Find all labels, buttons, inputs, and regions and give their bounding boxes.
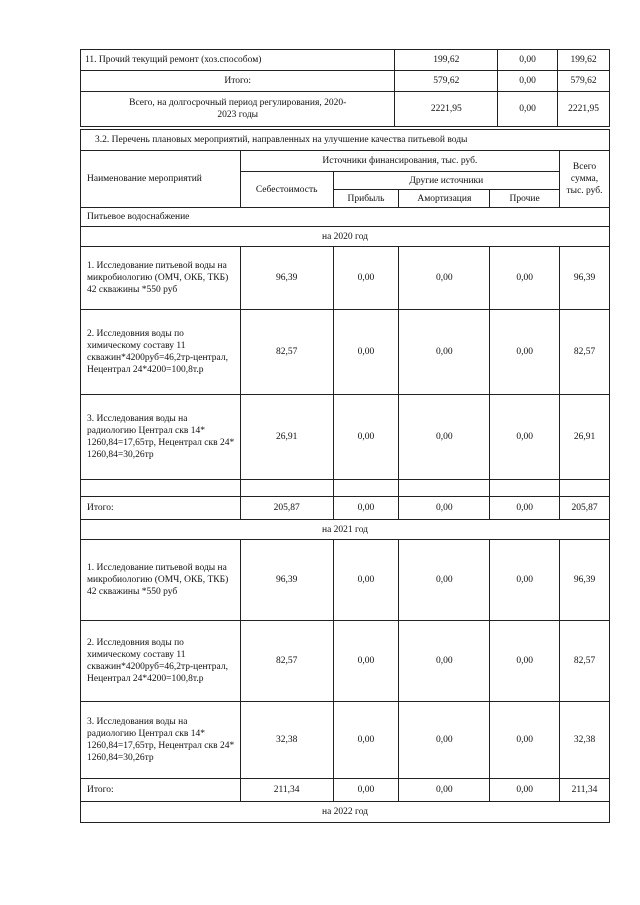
total-cell: 205,87 bbox=[560, 497, 610, 520]
table-row bbox=[81, 540, 610, 621]
amortization-cell: 0,00 bbox=[399, 702, 490, 779]
amortization-cell: 0,00 bbox=[399, 247, 490, 310]
section-title: Питьевое водоснабжение bbox=[81, 208, 610, 227]
other-cell: 0,00 bbox=[490, 497, 560, 520]
cost-cell: 205,87 bbox=[240, 497, 333, 520]
table-row bbox=[81, 621, 610, 702]
total-label: Итого: bbox=[81, 497, 241, 520]
year-row bbox=[81, 802, 610, 823]
header-amortization: Амортизация bbox=[399, 190, 490, 208]
table-row bbox=[81, 702, 610, 779]
total-cell: 82,57 bbox=[560, 621, 610, 702]
other-cell: 0,00 bbox=[490, 779, 560, 802]
total-cell: 26,91 bbox=[560, 395, 610, 480]
total-cell: 32,38 bbox=[560, 702, 610, 779]
measure-name: 2. Исследовния воды по химическому составу 11 скважин*4200руб=46,2тр-централ, Нецентрал 24*4200=100,8т.р bbox=[81, 621, 241, 702]
profit-cell: 0,00 bbox=[333, 540, 399, 621]
header-other-sources: Другие источники bbox=[333, 172, 559, 190]
blank-cell bbox=[399, 480, 490, 497]
measure-name: 1. Исследование питьевой воды на микробиологию (ОМЧ, ОКБ, ТКБ) 42 скважины *550 руб bbox=[81, 247, 241, 310]
cost-cell: 211,34 bbox=[240, 779, 333, 802]
cost-cell: 96,39 bbox=[240, 540, 333, 621]
other-cell: 0,00 bbox=[490, 247, 560, 310]
total-label: Итого: bbox=[81, 779, 241, 802]
total-cell: 96,39 bbox=[560, 247, 610, 310]
total-cell: 2221,95 bbox=[558, 92, 610, 127]
table-row bbox=[81, 395, 610, 480]
other-cell: 0,00 bbox=[498, 71, 558, 92]
row-label: Всего, на долгосрочный период регулирования, 2020-2023 годы bbox=[81, 92, 395, 127]
header-profit: Прибыль bbox=[333, 190, 399, 208]
cost-cell: 26,91 bbox=[240, 395, 333, 480]
total-cell: 82,57 bbox=[560, 310, 610, 395]
amortization-cell: 0,00 bbox=[399, 497, 490, 520]
table-row bbox=[81, 71, 610, 92]
row-label: 11. Прочий текущий ремонт (хоз.способом) bbox=[81, 50, 395, 71]
total-row bbox=[81, 779, 610, 802]
table-caption: 3.2. Перечень плановых мероприятий, направленных на улучшение качества питьевой воды bbox=[81, 130, 610, 151]
year-row bbox=[81, 520, 610, 540]
amortization-cell: 0,00 bbox=[399, 310, 490, 395]
total-cell: 211,34 bbox=[560, 779, 610, 802]
blank-row bbox=[81, 480, 610, 497]
other-cell: 0,00 bbox=[490, 395, 560, 480]
header-sources: Источники финансирования, тыс. руб. bbox=[240, 151, 559, 172]
header-other: Прочие bbox=[490, 190, 560, 208]
other-cell: 0,00 bbox=[498, 92, 558, 127]
other-cell: 0,00 bbox=[498, 50, 558, 71]
cost-cell: 32,38 bbox=[240, 702, 333, 779]
measure-name: 1. Исследование питьевой воды на микробиологию (ОМЧ, ОКБ, ТКБ) 42 скважины *550 руб bbox=[81, 540, 241, 621]
table-row bbox=[81, 247, 610, 310]
table-row bbox=[81, 130, 610, 151]
measure-name: 3. Исследования воды на радиологию Централ скв 14* 1260,84=17,65тр, Нецентрал скв 24* 1260,84=30,26тр bbox=[81, 702, 241, 779]
profit-cell: 0,00 bbox=[333, 395, 399, 480]
total-row bbox=[81, 497, 610, 520]
total-cell: 96,39 bbox=[560, 540, 610, 621]
measure-name: 2. Исследовния воды по химическому составу 11 скважин*4200руб=46,2тр-централ, Нецентрал 24*4200=100,8т.р bbox=[81, 310, 241, 395]
summary-table bbox=[80, 49, 610, 127]
cost-cell: 579,62 bbox=[395, 71, 498, 92]
section-row bbox=[81, 208, 610, 227]
profit-cell: 0,00 bbox=[333, 497, 399, 520]
amortization-cell: 0,00 bbox=[399, 395, 490, 480]
year-title: на 2022 год bbox=[81, 802, 610, 823]
cost-cell: 82,57 bbox=[240, 310, 333, 395]
table-row bbox=[81, 310, 610, 395]
table-row bbox=[81, 50, 610, 71]
other-cell: 0,00 bbox=[490, 621, 560, 702]
cost-cell: 96,39 bbox=[240, 247, 333, 310]
total-cell: 579,62 bbox=[558, 71, 610, 92]
blank-cell bbox=[333, 480, 399, 497]
other-cell: 0,00 bbox=[490, 310, 560, 395]
profit-cell: 0,00 bbox=[333, 310, 399, 395]
measure-name: 3. Исследования воды на радиологию Централ скв 14* 1260,84=17,65тр, Нецентрал скв 24* 1260,84=30,26тр bbox=[81, 395, 241, 480]
header-row bbox=[81, 151, 610, 172]
header-cost: Себестоимость bbox=[240, 172, 333, 208]
other-cell: 0,00 bbox=[490, 702, 560, 779]
profit-cell: 0,00 bbox=[333, 621, 399, 702]
header-name: Наименование мероприятий bbox=[81, 151, 241, 208]
measures-table bbox=[80, 129, 610, 823]
cost-cell: 2221,95 bbox=[395, 92, 498, 127]
profit-cell: 0,00 bbox=[333, 779, 399, 802]
row-label: Итого: bbox=[81, 71, 395, 92]
cost-cell: 82,57 bbox=[240, 621, 333, 702]
header-total: Всего сумма, тыс. руб. bbox=[560, 151, 610, 208]
profit-cell: 0,00 bbox=[333, 702, 399, 779]
amortization-cell: 0,00 bbox=[399, 621, 490, 702]
blank-cell bbox=[560, 480, 610, 497]
cost-cell: 199,62 bbox=[395, 50, 498, 71]
year-title: на 2021 год bbox=[81, 520, 610, 540]
total-cell: 199,62 bbox=[558, 50, 610, 71]
blank-cell bbox=[240, 480, 333, 497]
amortization-cell: 0,00 bbox=[399, 540, 490, 621]
other-cell: 0,00 bbox=[490, 540, 560, 621]
year-title: на 2020 год bbox=[81, 227, 610, 247]
table-row bbox=[81, 92, 610, 127]
blank-cell bbox=[490, 480, 560, 497]
blank-cell bbox=[81, 480, 241, 497]
profit-cell: 0,00 bbox=[333, 247, 399, 310]
amortization-cell: 0,00 bbox=[399, 779, 490, 802]
year-row bbox=[81, 227, 610, 247]
